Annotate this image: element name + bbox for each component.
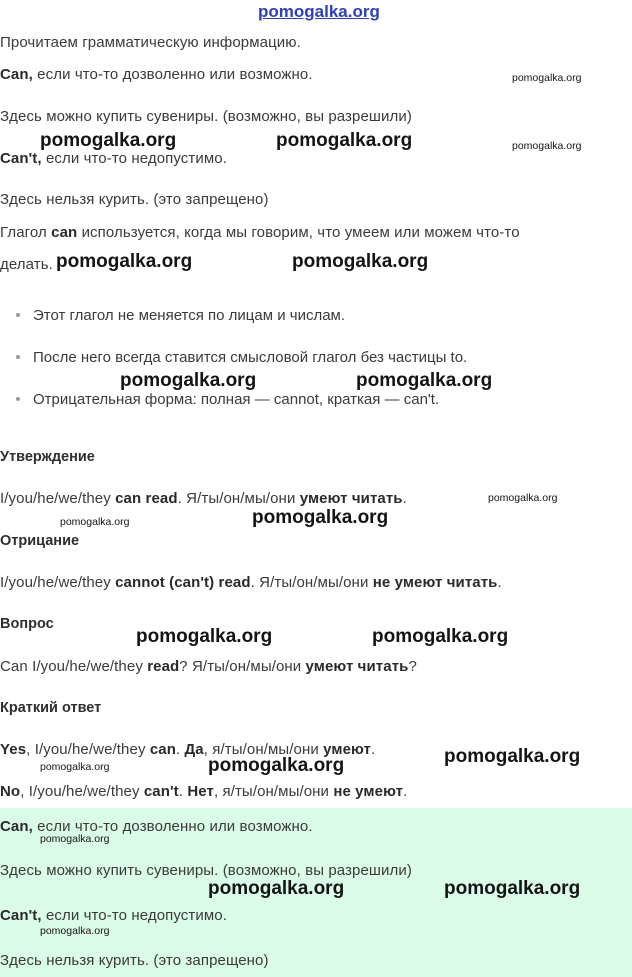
watermark: pomogalka.org [120,370,257,391]
watermark: pomogalka.org [356,370,493,391]
can-rule-text: если что-то дозволенно или возможно. [32,818,313,835]
watermark: pomogalka.org [512,72,582,84]
bullet-dot-icon [16,397,20,401]
ru-verb: не умеют [333,783,404,800]
site-link[interactable]: pomogalka.org [258,2,380,21]
bullet-text: После него всегда ставится смысловой глагол без частицы to. [33,349,468,366]
bullet-text: Отрицательная форма: полная — cannot, краткая — can't. [33,391,440,408]
affirmative-line [0,490,407,507]
watermark: pomogalka.org [372,626,509,647]
bullet-item [16,349,467,366]
punct: . [402,490,407,507]
watermark: pomogalka.org [60,516,130,528]
ru-no-word: Нет [187,783,214,800]
can-term: Can, [0,66,33,83]
no-word: No [0,783,21,800]
punct: . [178,783,188,800]
cant-rule-text: если что-то недопустимо. [41,150,227,167]
modal: can't [143,783,179,800]
ru-pronouns: , я/ты/он/мы/они [203,741,324,758]
answer-can-example: Здесь можно купить сувениры. (возможно, вы разрешили) [0,862,412,879]
ru-pronouns: . Я/ты/он/мы/они [250,574,373,591]
verb-phrase: read [147,658,180,675]
punct: . [403,783,408,800]
watermark: pomogalka.org [56,251,193,272]
watermark: pomogalka.org [488,492,558,504]
can-example-line: Здесь можно купить сувениры. (возможно, вы разрешили) [0,108,412,125]
pronouns: , I/you/he/we/they [20,783,144,800]
usage-term: can [51,224,78,241]
punct: . [497,574,502,591]
pronouns: I/you/he/we/they [0,490,116,507]
ru-verb-phrase: умеют читать [305,658,409,675]
ru-verb: умеют [323,741,371,758]
usage-text-a: Глагол [0,224,52,241]
cant-rule-text: если что-то недопустимо. [41,907,227,924]
watermark: pomogalka.org [208,878,345,899]
watermark: pomogalka.org [276,130,413,151]
bullet-item [16,391,439,408]
modal: can [149,741,176,758]
cant-example-line: Здесь нельзя курить. (это запрещено) [0,191,269,208]
ru-pronouns: , я/ты/он/мы/они [213,783,334,800]
cant-rule-line [0,150,227,167]
watermark: pomogalka.org [40,761,110,773]
ru-pronouns: . Я/ты/он/мы/они [177,490,300,507]
question-line [0,658,417,675]
bullet-dot-icon [16,355,20,359]
pronouns: I/you/he/we/they [0,574,116,591]
can-term: Can, [0,818,33,835]
ru-yes-word: Да [184,741,204,758]
cant-term: Can't, [0,150,42,167]
pronouns: Can I/you/he/we/they [0,658,148,675]
watermark: pomogalka.org [208,755,345,776]
watermark: pomogalka.org [292,251,429,272]
watermark: pomogalka.org [40,925,110,937]
ru-verb-phrase: не умеют читать [372,574,498,591]
usage-line-end: делать. [0,256,53,273]
punct: . [371,741,376,758]
yes-word: Yes [0,741,27,758]
negative-heading: Отрицание [0,533,80,549]
question-heading: Вопрос [0,616,54,632]
short-answer-heading: Краткий ответ [0,700,102,716]
answer-cant-example: Здесь нельзя курить. (это запрещено) [0,952,269,969]
watermark: pomogalka.org [40,833,110,845]
bullet-text: Этот глагол не меняется по лицам и числам. [33,307,346,324]
watermark: pomogalka.org [136,626,273,647]
punct: . [175,741,185,758]
watermark: pomogalka.org [252,507,389,528]
ru-pronouns: ? Я/ты/он/мы/они [179,658,306,675]
intro-line: Прочитаем грамматическую информацию. [0,34,301,51]
can-rule-line [0,66,313,83]
answer-cant-line [0,907,227,924]
punct: ? [408,658,417,675]
bullet-dot-icon [16,313,20,317]
verb-phrase: can read [115,490,178,507]
pronouns: , I/you/he/we/they [26,741,150,758]
can-rule-text: если что-то дозволенно или возможно. [32,66,313,83]
affirmative-heading: Утверждение [0,449,95,465]
usage-line [0,224,520,241]
verb-phrase: cannot (can't) read [115,574,251,591]
cant-term: Can't, [0,907,42,924]
watermark: pomogalka.org [444,746,581,767]
bullet-item [16,307,345,324]
watermark: pomogalka.org [40,130,177,151]
watermark: pomogalka.org [512,140,582,152]
usage-text-b: используется, когда мы говорим, что умеем или можем что-то [77,224,520,241]
ru-verb-phrase: умеют читать [299,490,403,507]
short-answer-no [0,783,407,800]
negative-line [0,574,502,591]
watermark: pomogalka.org [444,878,581,899]
